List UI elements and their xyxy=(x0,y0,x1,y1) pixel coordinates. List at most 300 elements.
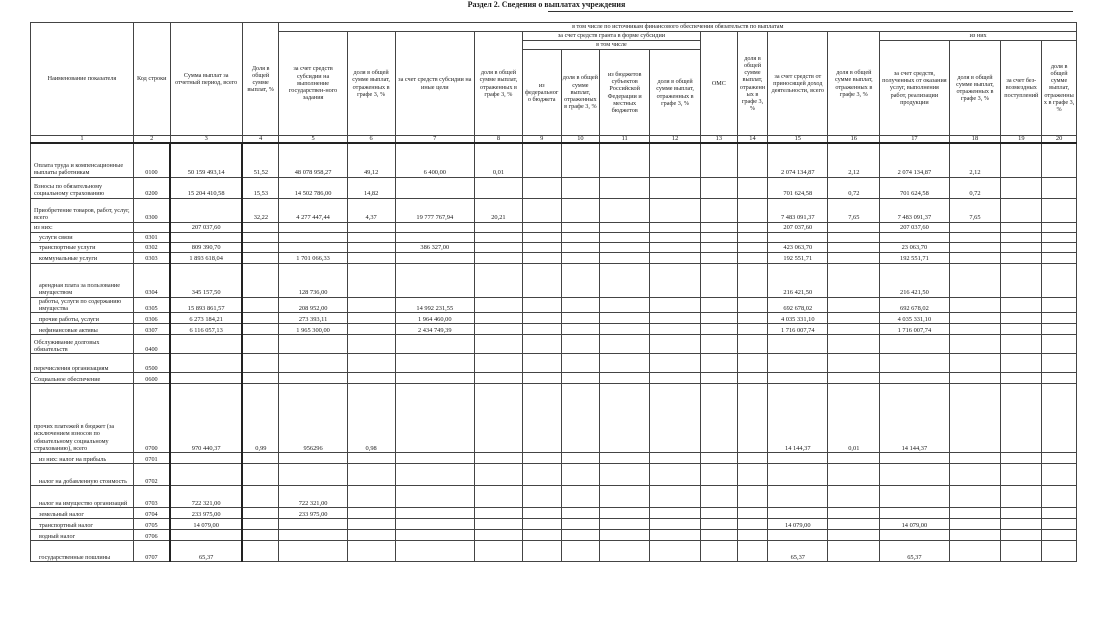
cell-c14 xyxy=(737,263,768,297)
cell-c20 xyxy=(1042,143,1077,177)
cell-c8 xyxy=(475,463,523,485)
cell-c5: 48 078 958,27 xyxy=(279,143,347,177)
cell-c7 xyxy=(395,518,474,529)
cell-c19 xyxy=(1001,529,1042,540)
cell-c12 xyxy=(650,177,701,198)
row-name: транспортный налог xyxy=(31,518,134,529)
cell-c17: 216 421,50 xyxy=(880,263,949,297)
row-code: 0704 xyxy=(133,507,170,518)
header-share-col6: доля в общей сумме выплат, отраженных в графе 3, % xyxy=(347,32,395,136)
row-code: 0306 xyxy=(133,312,170,323)
cell-c15: 207 037,60 xyxy=(768,222,828,232)
cell-c5: 1 965 300,00 xyxy=(279,323,347,334)
cell-c9 xyxy=(522,323,561,334)
cell-c20 xyxy=(1042,529,1077,540)
cell-c9 xyxy=(522,452,561,463)
row-name: земельный налог xyxy=(31,507,134,518)
row-code: 0303 xyxy=(133,252,170,263)
cell-c6 xyxy=(347,452,395,463)
cell-c14 xyxy=(737,177,768,198)
cell-c4 xyxy=(242,507,279,518)
cell-c10 xyxy=(561,529,600,540)
row-code: 0200 xyxy=(133,177,170,198)
cell-c4 xyxy=(242,353,279,372)
cell-c15 xyxy=(768,485,828,507)
row-name: Оплата труда и компенсационные выплаты работникам xyxy=(31,143,134,177)
cell-c10 xyxy=(561,143,600,177)
cell-c3 xyxy=(170,334,242,353)
cell-c7 xyxy=(395,232,474,242)
cell-c4 xyxy=(242,222,279,232)
cell-c6: 49,12 xyxy=(347,143,395,177)
cell-c3: 15 204 410,58 xyxy=(170,177,242,198)
cell-c13 xyxy=(701,463,738,485)
cell-c11 xyxy=(600,252,650,263)
row-code: 0600 xyxy=(133,372,170,383)
cell-c3: 65,37 xyxy=(170,540,242,561)
row-code: 0301 xyxy=(133,232,170,242)
cell-c13 xyxy=(701,143,738,177)
column-number: 8 xyxy=(475,136,523,144)
cell-c15: 692 678,02 xyxy=(768,297,828,312)
cell-c20 xyxy=(1042,312,1077,323)
cell-c15: 1 716 007,74 xyxy=(768,323,828,334)
cell-c3: 14 079,00 xyxy=(170,518,242,529)
cell-c20 xyxy=(1042,198,1077,222)
cell-c16 xyxy=(828,507,880,518)
column-number: 18 xyxy=(949,136,1001,144)
cell-c12 xyxy=(650,252,701,263)
cell-c6 xyxy=(347,232,395,242)
cell-c7 xyxy=(395,222,474,232)
table-row xyxy=(31,540,1077,561)
row-code: 0307 xyxy=(133,323,170,334)
cell-c7 xyxy=(395,353,474,372)
cell-c3: 207 037,60 xyxy=(170,222,242,232)
cell-c11 xyxy=(600,540,650,561)
table-row xyxy=(31,518,1077,529)
cell-c9 xyxy=(522,177,561,198)
cell-c10 xyxy=(561,252,600,263)
cell-c8 xyxy=(475,177,523,198)
row-code: 0703 xyxy=(133,485,170,507)
cell-c10 xyxy=(561,353,600,372)
row-code: 0100 xyxy=(133,143,170,177)
cell-c4 xyxy=(242,323,279,334)
cell-c7: 2 434 749,39 xyxy=(395,323,474,334)
cell-c3: 722 321,00 xyxy=(170,485,242,507)
column-number: 1 xyxy=(31,136,134,144)
cell-c12 xyxy=(650,263,701,297)
cell-c9 xyxy=(522,242,561,252)
cell-c9 xyxy=(522,232,561,242)
cell-c6 xyxy=(347,242,395,252)
cell-c10 xyxy=(561,177,600,198)
header-code: Код строки xyxy=(133,23,170,136)
row-name: прочие работы, услуги xyxy=(31,312,134,323)
cell-c19 xyxy=(1001,232,1042,242)
header-share-col10: доля в общей сумме выплат, отраженных в графе 3, % xyxy=(561,50,600,136)
cell-c12 xyxy=(650,540,701,561)
cell-c18 xyxy=(949,297,1001,312)
column-number: 16 xyxy=(828,136,880,144)
cell-c14 xyxy=(737,222,768,232)
cell-c13 xyxy=(701,242,738,252)
cell-c17 xyxy=(880,485,949,507)
cell-c8 xyxy=(475,232,523,242)
cell-c4: 32,22 xyxy=(242,198,279,222)
cell-c14 xyxy=(737,353,768,372)
cell-c12 xyxy=(650,485,701,507)
row-name: Приобретение товаров, работ, услуг, всего xyxy=(31,198,134,222)
cell-c18: 7,65 xyxy=(949,198,1001,222)
cell-c8 xyxy=(475,334,523,353)
cell-c17 xyxy=(880,507,949,518)
cell-c7 xyxy=(395,463,474,485)
cell-c12 xyxy=(650,529,701,540)
cell-c8 xyxy=(475,263,523,297)
cell-c19 xyxy=(1001,263,1042,297)
cell-c7 xyxy=(395,252,474,263)
cell-c13 xyxy=(701,507,738,518)
table-row xyxy=(31,323,1077,334)
cell-c20 xyxy=(1042,452,1077,463)
cell-c20 xyxy=(1042,507,1077,518)
cell-c11 xyxy=(600,518,650,529)
cell-c12 xyxy=(650,222,701,232)
header-state-task-subsidy: за счет средств субсидии на выполнение государствен-ного задания xyxy=(279,32,347,136)
cell-c11 xyxy=(600,232,650,242)
cell-c15: 4 035 331,10 xyxy=(768,312,828,323)
cell-c15 xyxy=(768,334,828,353)
row-name: услуги связи xyxy=(31,232,134,242)
table-row xyxy=(31,372,1077,383)
cell-c20 xyxy=(1042,263,1077,297)
cell-c16 xyxy=(828,485,880,507)
cell-c7 xyxy=(395,177,474,198)
column-number: 3 xyxy=(170,136,242,144)
cell-c15 xyxy=(768,452,828,463)
cell-c3: 50 159 493,14 xyxy=(170,143,242,177)
cell-c19 xyxy=(1001,463,1042,485)
cell-c11 xyxy=(600,323,650,334)
cell-c20 xyxy=(1042,222,1077,232)
cell-c9 xyxy=(522,252,561,263)
cell-c18 xyxy=(949,222,1001,232)
cell-c11 xyxy=(600,242,650,252)
cell-c16 xyxy=(828,312,880,323)
cell-c6 xyxy=(347,518,395,529)
cell-c14 xyxy=(737,452,768,463)
cell-c17: 65,37 xyxy=(880,540,949,561)
cell-c20 xyxy=(1042,242,1077,252)
cell-c7: 19 777 767,94 xyxy=(395,198,474,222)
cell-c20 xyxy=(1042,323,1077,334)
header-total: Сумма выплат за отчетный период, всего xyxy=(170,23,242,136)
cell-c11 xyxy=(600,177,650,198)
cell-c10 xyxy=(561,485,600,507)
cell-c15 xyxy=(768,507,828,518)
cell-c10 xyxy=(561,323,600,334)
cell-c9 xyxy=(522,297,561,312)
cell-c8 xyxy=(475,222,523,232)
cell-c10 xyxy=(561,452,600,463)
cell-c11 xyxy=(600,334,650,353)
cell-c20 xyxy=(1042,372,1077,383)
cell-c18 xyxy=(949,383,1001,452)
cell-c11 xyxy=(600,353,650,372)
column-number: 13 xyxy=(701,136,738,144)
header-share-col14: доля в общей сумме выплат, отраженных в графе 3, % xyxy=(737,32,768,136)
header-gratuitous: за счет без-возмездных поступлений xyxy=(1001,41,1042,136)
cell-c14 xyxy=(737,232,768,242)
cell-c15 xyxy=(768,529,828,540)
cell-c10 xyxy=(561,242,600,252)
table-row xyxy=(31,252,1077,263)
cell-c20 xyxy=(1042,463,1077,485)
table-row xyxy=(31,507,1077,518)
cell-c10 xyxy=(561,372,600,383)
cell-c14 xyxy=(737,312,768,323)
row-name: из них: xyxy=(31,222,134,232)
cell-c4 xyxy=(242,312,279,323)
cell-c10 xyxy=(561,297,600,312)
cell-c19 xyxy=(1001,297,1042,312)
header-other-subsidy: за счет средств субсидии на иные цели xyxy=(395,32,474,136)
cell-c11 xyxy=(600,485,650,507)
cell-c4 xyxy=(242,485,279,507)
cell-c17: 692 678,02 xyxy=(880,297,949,312)
cell-c20 xyxy=(1042,353,1077,372)
cell-c12 xyxy=(650,323,701,334)
column-number: 17 xyxy=(880,136,949,144)
column-number: 12 xyxy=(650,136,701,144)
cell-c4 xyxy=(242,518,279,529)
cell-c16 xyxy=(828,353,880,372)
cell-c11 xyxy=(600,143,650,177)
cell-c6 xyxy=(347,323,395,334)
cell-c17 xyxy=(880,529,949,540)
table-row xyxy=(31,463,1077,485)
cell-c16: 7,65 xyxy=(828,198,880,222)
cell-c8 xyxy=(475,507,523,518)
cell-c5 xyxy=(279,540,347,561)
header-grant-group: за счет средств гранта в форме субсидии xyxy=(522,32,700,41)
cell-c6 xyxy=(347,463,395,485)
cell-c14 xyxy=(737,242,768,252)
cell-c6 xyxy=(347,485,395,507)
cell-c19 xyxy=(1001,222,1042,232)
cell-c19 xyxy=(1001,252,1042,263)
cell-c16: 0,72 xyxy=(828,177,880,198)
cell-c8: 20,21 xyxy=(475,198,523,222)
cell-c12 xyxy=(650,518,701,529)
cell-c18 xyxy=(949,312,1001,323)
cell-c13 xyxy=(701,540,738,561)
cell-c17: 701 624,58 xyxy=(880,177,949,198)
cell-c13 xyxy=(701,529,738,540)
cell-c11 xyxy=(600,383,650,452)
cell-c9 xyxy=(522,263,561,297)
table-row xyxy=(31,263,1077,297)
section-title: Раздел 2. Сведения о выплатах учреждения xyxy=(467,0,626,9)
header-income-activity: за счет средств от приносящей доход деятельности, всего xyxy=(768,32,828,136)
cell-c10 xyxy=(561,198,600,222)
cell-c15: 701 624,58 xyxy=(768,177,828,198)
row-name: государственные пошлины xyxy=(31,540,134,561)
cell-c19 xyxy=(1001,177,1042,198)
row-name: Взносы по обязательному социальному страхованию xyxy=(31,177,134,198)
cell-c16 xyxy=(828,297,880,312)
cell-c3 xyxy=(170,529,242,540)
header-share-col12: доля в общей сумме выплат, отраженных в графе 3, % xyxy=(650,50,701,136)
cell-c11 xyxy=(600,198,650,222)
cell-c7 xyxy=(395,263,474,297)
cell-c19 xyxy=(1001,540,1042,561)
row-name: работы, услуги по содержанию имущества xyxy=(31,297,134,312)
header-regional-budgets: из бюджетов субъектов Российской Федерации и местных бюджетов xyxy=(600,50,650,136)
cell-c7: 1 964 460,00 xyxy=(395,312,474,323)
cell-c19 xyxy=(1001,452,1042,463)
cell-c16 xyxy=(828,232,880,242)
cell-c8 xyxy=(475,383,523,452)
cell-c14 xyxy=(737,323,768,334)
table-row xyxy=(31,198,1077,222)
cell-c3: 809 390,70 xyxy=(170,242,242,252)
cell-c8 xyxy=(475,297,523,312)
cell-c6: 0,98 xyxy=(347,383,395,452)
cell-c13 xyxy=(701,198,738,222)
table-row xyxy=(31,529,1077,540)
row-name: из них: налог на прибыль xyxy=(31,452,134,463)
header-oms: ОМС xyxy=(701,32,738,136)
cell-c13 xyxy=(701,252,738,263)
cell-c6 xyxy=(347,507,395,518)
cell-c3 xyxy=(170,452,242,463)
cell-c5: 128 736,00 xyxy=(279,263,347,297)
cell-c13 xyxy=(701,297,738,312)
column-number: 5 xyxy=(279,136,347,144)
cell-c13 xyxy=(701,177,738,198)
cell-c8 xyxy=(475,242,523,252)
cell-c6: 14,82 xyxy=(347,177,395,198)
cell-c19 xyxy=(1001,383,1042,452)
cell-c14 xyxy=(737,383,768,452)
cell-c12 xyxy=(650,507,701,518)
cell-c12 xyxy=(650,232,701,242)
cell-c12 xyxy=(650,198,701,222)
cell-c17 xyxy=(880,334,949,353)
cell-c13 xyxy=(701,485,738,507)
cell-c18: 0,72 xyxy=(949,177,1001,198)
cell-c12 xyxy=(650,297,701,312)
cell-c7 xyxy=(395,334,474,353)
column-number: 2 xyxy=(133,136,170,144)
table-row xyxy=(31,222,1077,232)
cell-c12 xyxy=(650,372,701,383)
row-code: 0702 xyxy=(133,463,170,485)
cell-c18 xyxy=(949,242,1001,252)
cell-c10 xyxy=(561,222,600,232)
cell-c17 xyxy=(880,353,949,372)
row-code: 0304 xyxy=(133,263,170,297)
cell-c18 xyxy=(949,232,1001,242)
cell-c13 xyxy=(701,323,738,334)
header-federal-budget: из федерального бюджета xyxy=(522,50,561,136)
cell-c13 xyxy=(701,372,738,383)
cell-c6: 4,37 xyxy=(347,198,395,222)
cell-c8 xyxy=(475,312,523,323)
cell-c17 xyxy=(880,463,949,485)
cell-c8 xyxy=(475,372,523,383)
row-code xyxy=(133,222,170,232)
cell-c10 xyxy=(561,334,600,353)
cell-c17 xyxy=(880,452,949,463)
cell-c8 xyxy=(475,452,523,463)
cell-c12 xyxy=(650,242,701,252)
cell-c3 xyxy=(170,372,242,383)
column-number: 10 xyxy=(561,136,600,144)
cell-c4 xyxy=(242,263,279,297)
cell-c13 xyxy=(701,353,738,372)
cell-c13 xyxy=(701,383,738,452)
cell-c5 xyxy=(279,452,347,463)
row-name: транспортные услуги xyxy=(31,242,134,252)
cell-c5: 14 502 786,00 xyxy=(279,177,347,198)
row-name: Социальное обеспечение xyxy=(31,372,134,383)
cell-c18 xyxy=(949,452,1001,463)
row-name: Обслуживание долговых обязательств xyxy=(31,334,134,353)
cell-c9 xyxy=(522,518,561,529)
cell-c12 xyxy=(650,463,701,485)
table-row xyxy=(31,177,1077,198)
header-of-which-group: из них xyxy=(880,32,1077,41)
cell-c8 xyxy=(475,252,523,263)
cell-c7 xyxy=(395,485,474,507)
cell-c20 xyxy=(1042,177,1077,198)
cell-c7: 6 400,00 xyxy=(395,143,474,177)
column-number: 11 xyxy=(600,136,650,144)
cell-c16: 2,12 xyxy=(828,143,880,177)
cell-c20 xyxy=(1042,252,1077,263)
cell-c10 xyxy=(561,463,600,485)
cell-c10 xyxy=(561,232,600,242)
cell-c12 xyxy=(650,452,701,463)
cell-c16 xyxy=(828,372,880,383)
cell-c9 xyxy=(522,372,561,383)
cell-c7 xyxy=(395,372,474,383)
cell-c14 xyxy=(737,297,768,312)
cell-c4: 15,53 xyxy=(242,177,279,198)
cell-c18 xyxy=(949,334,1001,353)
cell-c5: 956296 xyxy=(279,383,347,452)
column-number: 14 xyxy=(737,136,768,144)
cell-c4 xyxy=(242,297,279,312)
cell-c19 xyxy=(1001,485,1042,507)
cell-c5: 722 321,00 xyxy=(279,485,347,507)
column-number: 7 xyxy=(395,136,474,144)
cell-c19 xyxy=(1001,143,1042,177)
cell-c9 xyxy=(522,383,561,452)
table-row xyxy=(31,232,1077,242)
cell-c15 xyxy=(768,372,828,383)
cell-c11 xyxy=(600,297,650,312)
cell-c10 xyxy=(561,518,600,529)
cell-c10 xyxy=(561,540,600,561)
cell-c8 xyxy=(475,540,523,561)
cell-c16 xyxy=(828,518,880,529)
cell-c18 xyxy=(949,529,1001,540)
